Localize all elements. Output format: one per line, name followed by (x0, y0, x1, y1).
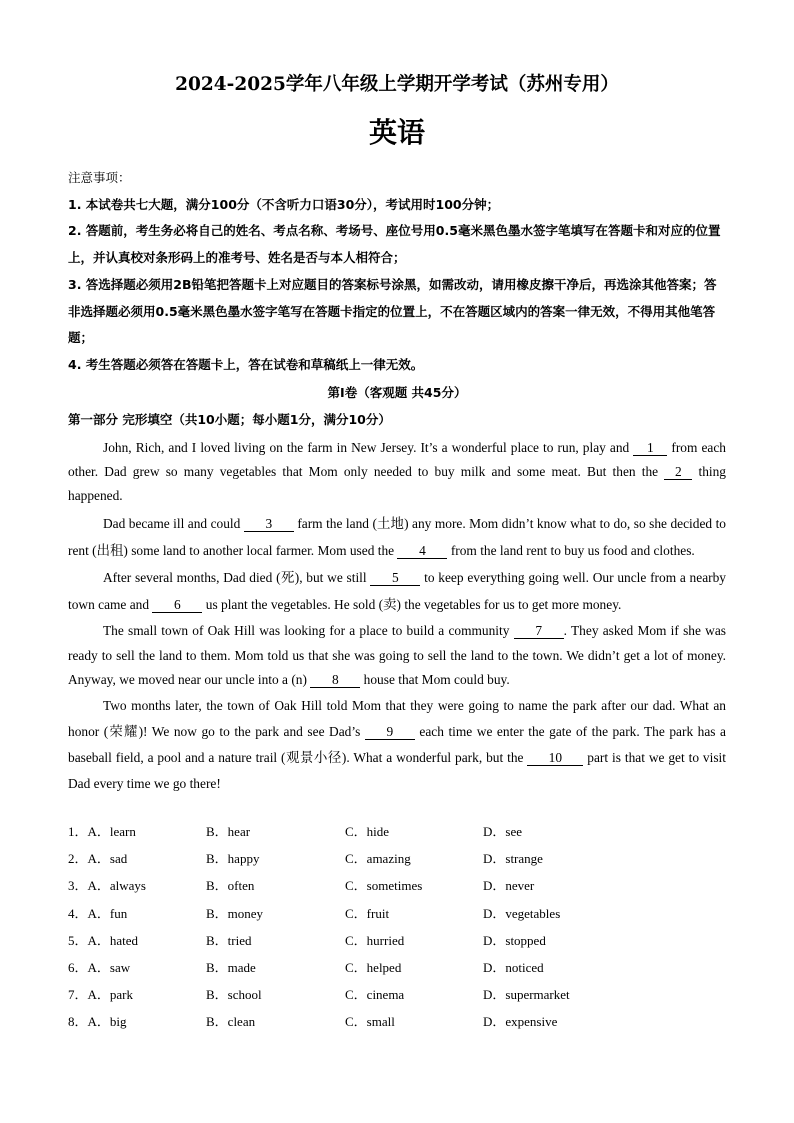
blank-3: 3 (244, 516, 294, 532)
cloze-passage (68, 436, 726, 797)
blank-1: 1 (633, 440, 667, 456)
blank-6: 6 (152, 597, 202, 613)
option-b: B．happy (206, 851, 260, 867)
option-d: D．stopped (483, 932, 546, 948)
option-row-6 (68, 953, 728, 980)
option-a: 1．A．learn (68, 824, 136, 839)
blank-2: 2 (664, 464, 692, 480)
passage-paragraph-5 (68, 693, 726, 797)
section-heading: 第一部分 完形填空（共10小题；每小题1分，满分10分） (68, 412, 391, 427)
blank-9: 9 (365, 724, 415, 740)
option-row-2 (68, 844, 728, 871)
subject-title: 英语 (368, 116, 425, 149)
option-a: 6．A．saw (68, 959, 131, 975)
option-row-4 (68, 899, 728, 926)
option-b: B．school (206, 987, 262, 1003)
passage-paragraph-3 (68, 564, 726, 618)
note-item-1: 1. 本试卷共七大题，满分100分（不含听力口语30分），考试用时100分钟； (68, 196, 500, 212)
option-a: 3．A．always (68, 878, 146, 894)
passage-text: thing happened. (68, 464, 726, 503)
option-b: B．clean (206, 1014, 256, 1030)
passage-text: house that Mom could buy. (360, 672, 510, 687)
option-c: C．amazing (345, 851, 411, 867)
blank-4: 4 (397, 543, 447, 559)
passage-text: The small town of Oak Hill was looking for a place to build a community (103, 623, 514, 638)
option-a: 5．A．hated (68, 932, 139, 948)
exam-title: 2024-2025学年八年级上学期开学考试（苏州专用） (175, 74, 619, 95)
option-b: B．made (206, 959, 256, 975)
notes-section (68, 165, 728, 379)
passage-text: John, Rich, and I loved living on the farm in New Jersey. It’s a wonderful place to run, play and (103, 440, 634, 455)
passage-text: Dad became ill and could (103, 516, 244, 531)
passage-text: us plant the vegetables. He sold (卖) the vegetables for us to get more money. (202, 597, 622, 612)
option-c: C．cinema (345, 987, 405, 1003)
option-c: C．small (345, 1014, 395, 1030)
note-item-4: 4. 考生答题必须答在答题卡上，答在试卷和草稿纸上一律无效。 (68, 356, 424, 372)
volume-heading: 第I卷（客观题 共45分） (327, 385, 467, 400)
option-c: C．sometimes (345, 878, 423, 894)
option-b: B．hear (206, 824, 251, 839)
blank-7: 7 (514, 623, 564, 639)
passage-text: Two months later, the town of Oak Hill told Mom that they were going to name the park after our dad. What an honor (荣耀)! We now go to the park and see Dad’s (68, 697, 726, 739)
option-c: C．helped (345, 959, 402, 975)
passage-text: part is that we get to visit Dad every time we go there! (68, 749, 727, 791)
blank-8: 8 (310, 672, 360, 688)
note-item-2: 2. 答题前，考生务必将自己的姓名、考点名称、考场号、座位号用0.5毫米黑色墨水签字笔填写在答题卡和对应的位置上，并认真校对条形码上的准考号、姓名是否与本人相符合； (68, 223, 721, 266)
option-row-1 (68, 817, 728, 844)
notes-heading: 注意事项： (68, 170, 131, 185)
passage-text: from the land rent to buy us food and clothes. (447, 543, 695, 558)
passage-text: . They asked Mom if she was ready to sell the land to them. Mom told us that she was going to sell the land to the town. We didn’t get a lot of money. Anyway, we moved near our uncle into a (n) (68, 623, 726, 687)
passage-text: After several months, Dad died (死), but we still (103, 570, 371, 585)
passage-text: farm the land (土地) any more. Mom didn’t know what to do, so she decided to rent (出租) some land to another local farmer. Mom used the (68, 516, 726, 558)
option-b: B．often (206, 878, 255, 894)
option-c: C．hide (345, 824, 390, 839)
blank-5: 5 (370, 570, 420, 586)
note-item-3: 3. 答选择题必须用2B铅笔把答题卡上对应题目的答案标号涂黑，如需改动，请用橡皮擦干净后，再选涂其他答案；答非选择题必须用0.5毫米黑色墨水签字笔写在答题卡指定的位置上，不在答题区域内的答案一律无效，不得用其他笔答题； (68, 276, 717, 346)
option-a: 7．A．park (68, 987, 133, 1003)
option-d: D．expensive (483, 1014, 558, 1030)
option-d: D．strange (483, 851, 543, 867)
passage-paragraph-1 (68, 436, 726, 508)
option-a: 8．A．big (68, 1014, 127, 1030)
option-d: D．noticed (483, 959, 544, 975)
passage-text: each time we enter the gate of the park. The park has a baseball field, a pool and a nature trail (观景小径). What a wonderful park, but the (68, 723, 727, 765)
option-c: C．fruit (345, 905, 390, 921)
blank-10: 10 (527, 750, 583, 766)
option-d: D．supermarket (483, 987, 570, 1003)
passage-text: to keep everything going well. Our uncle from a nearby town came and (68, 570, 726, 612)
option-row-3 (68, 871, 728, 898)
option-row-5 (68, 926, 728, 953)
option-a: 2．A．sad (68, 851, 128, 867)
passage-paragraph-2 (68, 510, 726, 564)
passage-text: from each other. Dad grew so many vegetables that Mom only needed to buy milk and some meat. But then the (68, 440, 726, 479)
option-d: D．never (483, 878, 535, 894)
option-row-7 (68, 980, 728, 1007)
option-c: C．hurried (345, 932, 405, 948)
option-a: 4．A．fun (68, 905, 128, 921)
answer-options (68, 817, 728, 1035)
option-row-8 (68, 1007, 728, 1034)
option-b: B．tried (206, 932, 252, 948)
option-d: D．see (483, 824, 522, 839)
option-d: D．vegetables (483, 905, 561, 921)
option-b: B．money (206, 905, 264, 921)
passage-paragraph-4 (68, 619, 726, 693)
